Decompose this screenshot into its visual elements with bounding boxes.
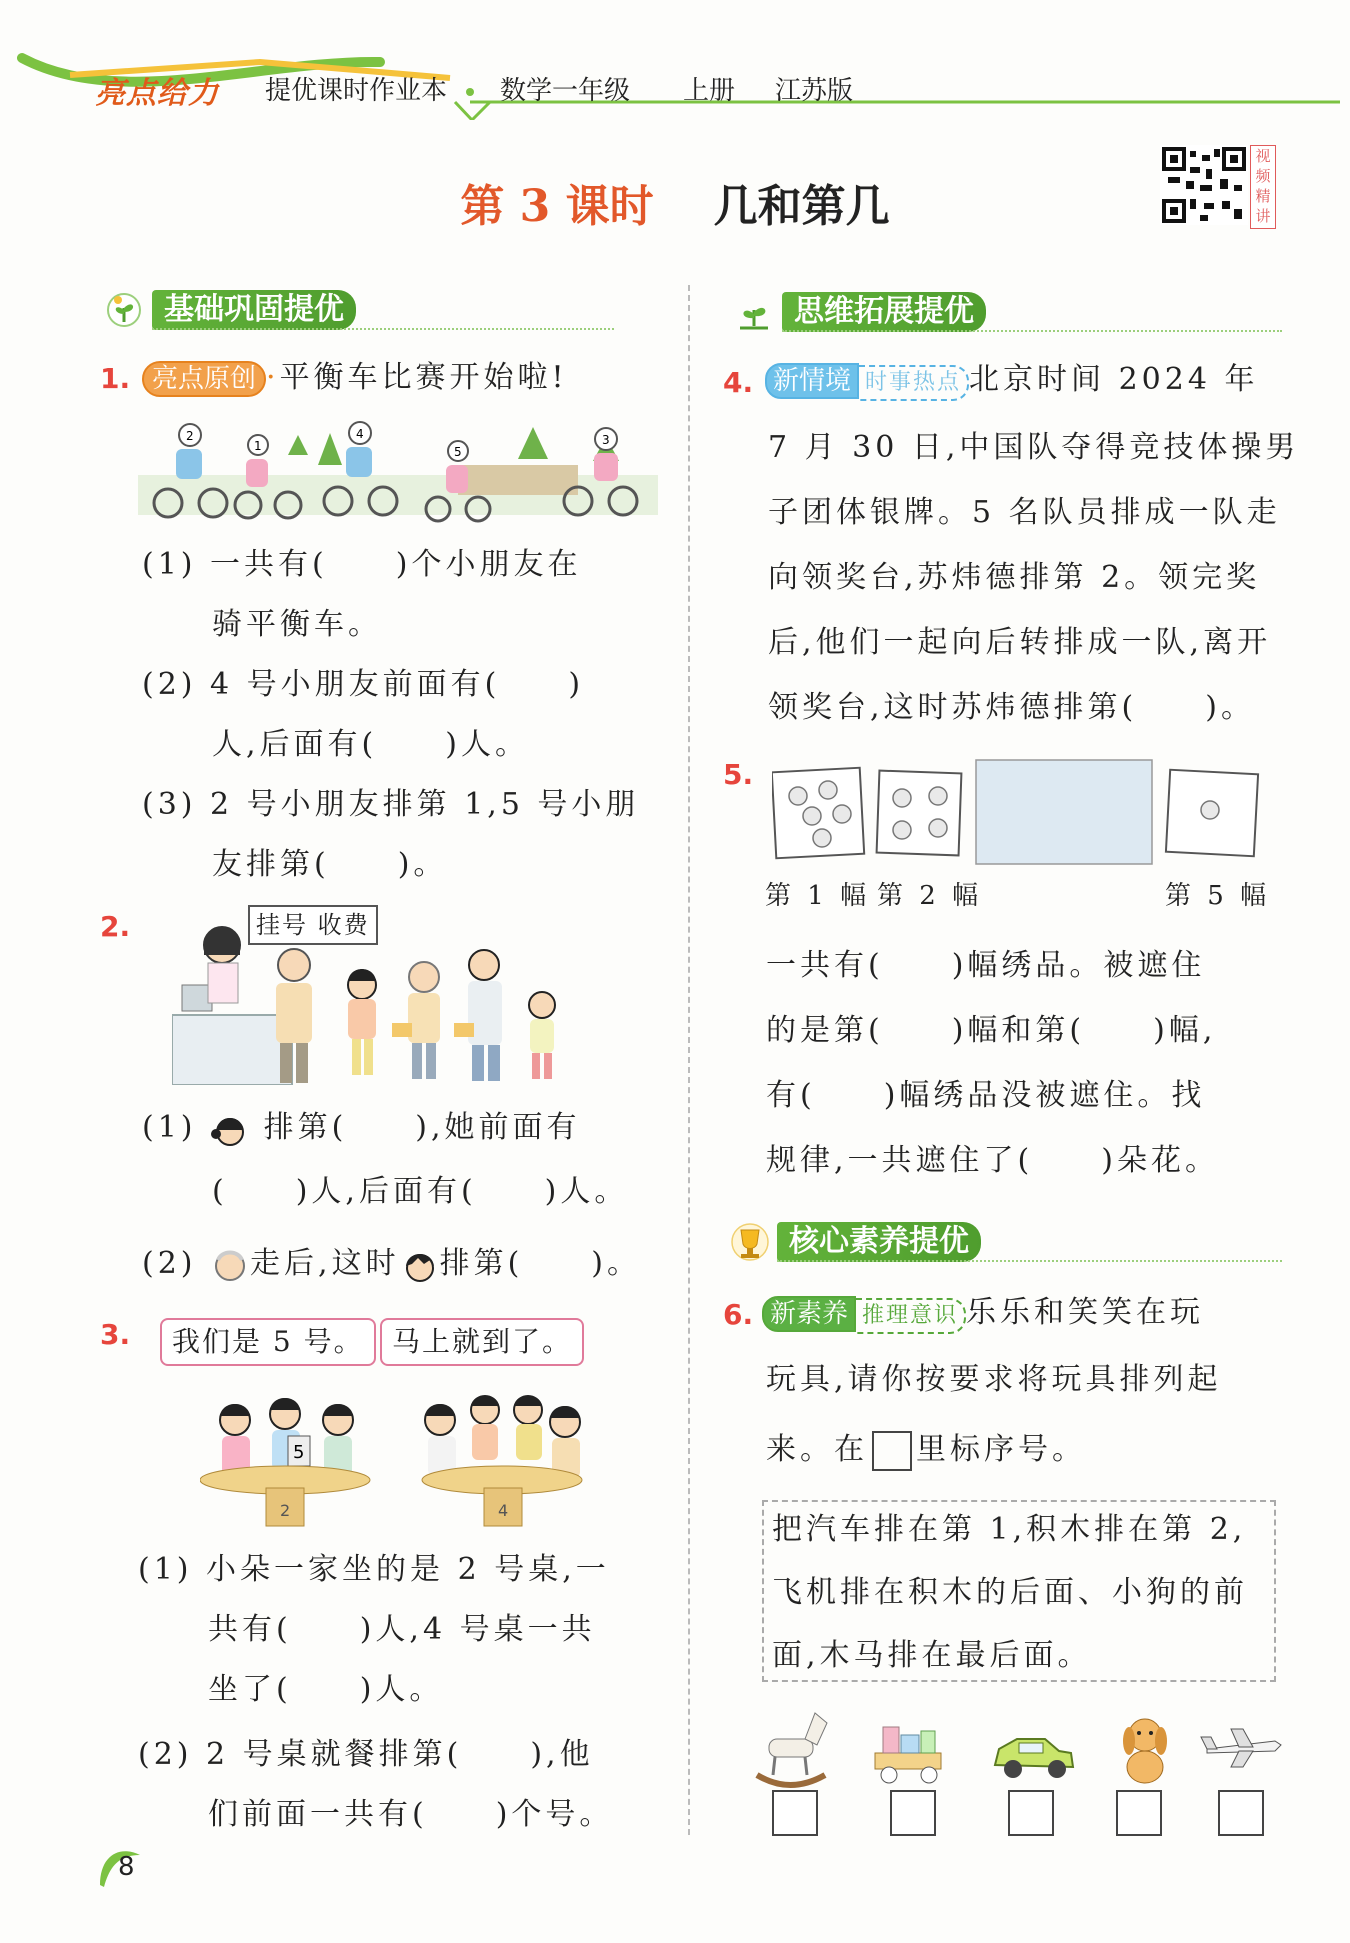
rank-box-car[interactable]	[1008, 1790, 1054, 1836]
sprout-icon	[100, 288, 150, 332]
table-4	[422, 1396, 582, 1527]
section-core	[725, 1220, 1290, 1264]
rank-box-puppy[interactable]	[1116, 1790, 1162, 1836]
q1-stem	[142, 358, 568, 398]
qr-code-icon[interactable]	[1160, 145, 1248, 225]
q2-part1-line1	[142, 1108, 581, 1148]
caption-5: 第 5 幅	[1165, 881, 1271, 911]
embroidery-2	[877, 771, 962, 856]
trophy-icon	[725, 1220, 775, 1264]
section-basic	[100, 288, 620, 332]
section-core-underline	[777, 1260, 1282, 1262]
car-icon	[995, 1739, 1073, 1778]
section-thinking	[730, 290, 1290, 334]
reasoning-tag: 推理意识	[856, 1298, 966, 1334]
rocking-horse-icon	[757, 1713, 827, 1785]
table-number: 4	[498, 1501, 509, 1520]
q2-part2-mid: 走后,这时	[250, 1246, 400, 1281]
q1-part1-line1: (1) 一共有( )个小朋友在	[142, 547, 582, 582]
embroidery-row-illustration	[772, 758, 1262, 868]
q4-line2: 7 月 30 日,中国队夺得竞技体操男	[768, 430, 1300, 465]
rule-line3: 面,木马排在最后面。	[772, 1638, 1092, 1673]
rule-line2: 飞机排在积木的后面、小狗的前	[772, 1575, 1248, 1610]
q2-part2-prefix: (2)	[142, 1246, 197, 1281]
q2-part2-end: 排第( )。	[439, 1246, 642, 1281]
q4-line3: 子团体银牌。5 名队员排成一队走	[768, 495, 1281, 530]
q6-line1-text: 乐乐和笑笑在玩	[966, 1295, 1205, 1330]
blocks-cart-icon	[875, 1727, 941, 1783]
q4-number: 4.	[723, 366, 754, 399]
q5-line3: 有( )幅绣品没被遮住。找	[766, 1078, 1206, 1113]
registration-sign: 挂号 收费	[248, 905, 378, 945]
series-name: 提优课时作业本	[265, 76, 448, 106]
q6-line2: 玩具,请你按要求将玩具排列起	[766, 1362, 1222, 1397]
q2-number: 2.	[100, 910, 131, 943]
table-2	[200, 1398, 370, 1526]
q1-part2-line2: 人,后面有( )人。	[212, 727, 529, 762]
number-card: 5	[293, 1442, 305, 1463]
original-tag: 亮点原创	[142, 361, 266, 397]
q1-part3-line2: 友排第( )。	[212, 847, 448, 882]
q3-part1-line2: 共有( )人,4 号桌一共	[208, 1612, 596, 1647]
lesson-number: 第 3 课时	[460, 181, 654, 232]
lesson-name: 几和第几	[713, 181, 890, 232]
q4-line1-text: 北京时间 2024 年	[969, 362, 1259, 397]
section-thinking-label: 思维拓展提优	[782, 292, 986, 332]
speech-bubble-1: 我们是 5 号。	[160, 1318, 376, 1366]
caption-1: 第 1 幅	[765, 881, 871, 911]
rank-box-rocking-horse[interactable]	[772, 1790, 818, 1836]
rider-number: 1	[254, 439, 262, 453]
q1-part3-line1: (3) 2 号小朋友排第 1,5 号小朋	[142, 787, 640, 822]
q6-line3	[766, 1430, 1086, 1471]
embroidery-1	[772, 768, 864, 858]
q3-number: 3.	[100, 1318, 131, 1351]
rider-number: 3	[602, 433, 610, 447]
plant-icon	[730, 290, 780, 334]
q2-part2-line	[142, 1244, 641, 1284]
tag-dot: ·	[266, 360, 280, 395]
q3-part2-line2: 们前面一共有( )个号。	[208, 1797, 614, 1832]
q2-part1-line2: ( )人,后面有( )人。	[212, 1174, 629, 1209]
airplane-icon	[1201, 1729, 1281, 1767]
new-literacy-tag: 新素养	[762, 1296, 856, 1332]
section-basic-label: 基础巩固提优	[152, 290, 356, 330]
q2-part1-prefix: (1)	[142, 1110, 197, 1145]
q4-line5: 后,他们一起向后转排成一队,离开	[768, 625, 1272, 660]
q4-line4: 向领奖台,苏炜德排第 2。领完奖	[768, 560, 1261, 595]
q3-part1-line3: 坐了( )人。	[208, 1672, 444, 1707]
book-header	[0, 40, 1350, 120]
edition: 江苏版	[775, 76, 854, 106]
q4-line1	[765, 360, 1258, 401]
q6-line3-start: 来。在	[766, 1432, 868, 1467]
subject-grade: 数学一年级	[500, 76, 631, 106]
current-events-tag: 时事热点	[859, 365, 969, 401]
toys-row-illustration	[745, 1705, 1285, 1795]
rule-line1: 把汽车排在第 1,积木排在第 2,	[772, 1512, 1247, 1547]
section-thinking-underline	[782, 330, 1282, 332]
boy-face-icon	[400, 1246, 440, 1284]
volume: 上册	[683, 76, 736, 106]
balance-bike-race-illustration	[138, 415, 658, 525]
q1-number: 1.	[100, 362, 131, 395]
embroidery-5	[1166, 770, 1258, 856]
puppy-icon	[1123, 1719, 1167, 1783]
q5-line2: 的是第( )幅和第( )幅,	[766, 1013, 1217, 1048]
rider-number: 2	[186, 429, 194, 443]
grandpa-face-icon	[210, 1246, 250, 1284]
q5-number: 5.	[723, 758, 754, 791]
section-basic-underline	[152, 328, 614, 330]
rider-number: 5	[454, 445, 462, 459]
rank-box-blocks[interactable]	[890, 1790, 936, 1836]
q1-part1-line2: 骑平衡车。	[212, 607, 382, 642]
q5-line1: 一共有( )幅绣品。被遮住	[766, 948, 1206, 983]
q2-part1-text: 排第( ),她前面有	[263, 1110, 581, 1145]
caption-2: 第 2 幅	[877, 881, 983, 911]
rider-number: 4	[356, 427, 364, 441]
rank-box-airplane[interactable]	[1218, 1790, 1264, 1836]
section-core-label: 核心素养提优	[777, 1222, 981, 1262]
restaurant-tables-illustration	[200, 1380, 590, 1530]
q1-stem-text: 平衡车比赛开始啦!	[279, 360, 568, 395]
q6-line3-end: 里标序号。	[916, 1432, 1086, 1467]
q1-part2-line1: (2) 4 号小朋友前面有( )	[142, 667, 585, 702]
brand-logo: 亮点给力	[95, 76, 219, 111]
q5-line4: 规律,一共遮住了( )朵花。	[766, 1143, 1219, 1178]
q4-line6: 领奖台,这时苏炜德排第( )。	[768, 690, 1255, 725]
q3-part1-line1: (1) 小朵一家坐的是 2 号桌,一	[138, 1552, 610, 1587]
lesson-title	[0, 170, 1350, 234]
q3-part2-line1: (2) 2 号桌就餐排第( ),他	[138, 1737, 594, 1772]
q6-line1	[762, 1293, 1204, 1334]
cover-cloth	[976, 760, 1152, 864]
table-number: 2	[280, 1501, 291, 1520]
page-number: 8	[118, 1852, 135, 1882]
new-scenario-tag: 新情境	[765, 363, 859, 399]
answer-box-sample	[872, 1431, 912, 1471]
girl-face-icon	[210, 1110, 250, 1148]
q6-number: 6.	[723, 1298, 754, 1331]
speech-bubble-2: 马上就到了。	[380, 1318, 584, 1366]
video-lecture-label: 视频精讲	[1250, 145, 1276, 229]
column-divider	[688, 285, 690, 1835]
